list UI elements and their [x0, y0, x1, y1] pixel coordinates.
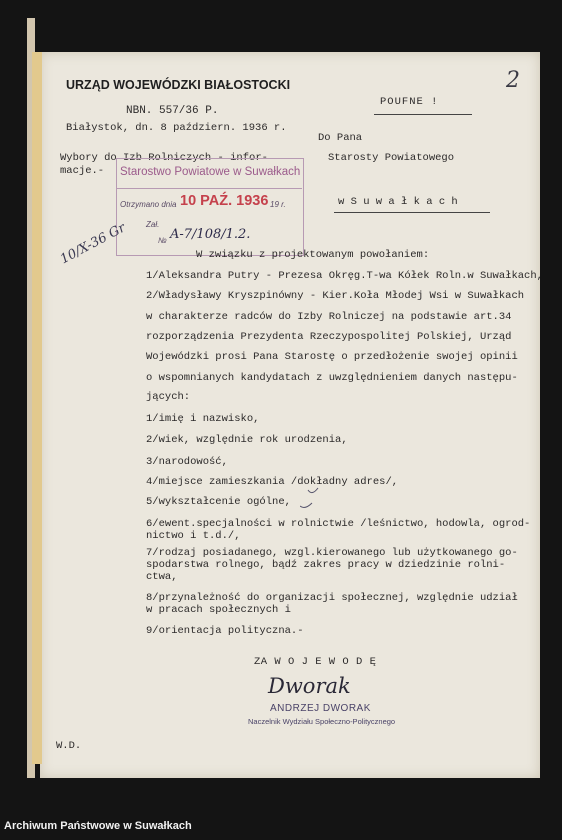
candidate-1: 1/Aleksandra Putry - Prezesa Okręg.T-wa Kółek Roln.w Suwałkach, [146, 270, 543, 282]
typist-initials: W.D. [56, 740, 82, 752]
stamp-ref-label: № [158, 236, 167, 245]
body-paragraph-line: jących: [146, 391, 191, 403]
stamp-year-suffix: 19 r. [270, 200, 286, 209]
signatory-title: Naczelnik Wydziału Społeczno-Politycznego [248, 717, 396, 726]
confidential-underline [374, 114, 472, 115]
list-item: 4/miejsce zamieszkania /dokładny adres/, [146, 476, 399, 488]
stamp-received-date: 10 PAŹ. 1936 [180, 193, 269, 209]
body-paragraph-line: rozporządzenia Prezydenta Rzeczypospolitej Polskiej, Urząd [146, 331, 512, 343]
list-item: 6/ewent.specjalności w rolnictwie /leśnictwo, hodowla, ogrod- [146, 518, 531, 530]
body-intro: W związku z projektowanym powołaniem: [196, 249, 430, 261]
list-item: 2/wiek, względnie rok urodzenia, [146, 434, 348, 446]
page-number-mark: 2 [506, 68, 520, 93]
signature-za: ZA W O J E W O D Ę [254, 656, 377, 668]
list-item: 1/imię i nazwisko, [146, 413, 260, 425]
recipient-line-3: w S u w a ł k a c h [338, 196, 458, 208]
pencil-tick-marks [300, 470, 420, 510]
handwritten-signature: Dworak [268, 674, 351, 698]
stamp-zal-label: Zał. [146, 220, 160, 229]
office-header: URZĄD WOJEWÓDZKI BIAŁOSTOCKI [66, 78, 291, 92]
paper-edge-strip [32, 52, 42, 764]
stamp-received-label: Otrzymano dnia [120, 200, 177, 209]
body-paragraph-line: w charakterze radców do Izby Rolniczej na podstawie art.34 [146, 311, 512, 323]
margin-note: 10/X-36 Gr [58, 220, 129, 268]
list-item: 9/orientacja polityczna.- [146, 625, 304, 637]
list-item: 3/narodowość, [146, 456, 228, 468]
body-paragraph-line: Wojewódzki prosi Pana Starostę o przedłożenie swojej opinii [146, 351, 518, 363]
list-item: 8/przynależność do organizacji społecznej, względnie udział [146, 592, 518, 604]
confidential-mark: POUFNE ! [380, 96, 439, 108]
recipient-line-1: Do Pana [318, 132, 363, 144]
list-item-continuation: w pracach społecznych i [146, 604, 291, 616]
signatory-name: ANDRZEJ DWORAK [270, 703, 371, 714]
list-item-continuation: nictwo i t.d./, [146, 530, 241, 542]
list-item: 5/wykształcenie ogólne, [146, 496, 291, 508]
place-date: Białystok, dn. 8 październ. 1936 r. [66, 122, 287, 134]
archive-footer-label: Archiwum Państwowe w Suwałkach [4, 820, 192, 832]
body-paragraph-line: o wspomnianych kandydatach z uwzględnieniem danych następu- [146, 372, 518, 384]
candidate-2: 2/Władysławy Kryszpinówny - Kier.Koła Młodej Wsi w Suwałkach [146, 290, 525, 302]
recipient-underline [334, 212, 490, 213]
subject-line-2: macje.- [60, 165, 105, 177]
list-item: 7/rodzaj posiadanego, wzgl.kierowanego lub użytkowanego go- [146, 547, 518, 559]
subject-line-1: Wybory do Izb Rolniczych - infor- [60, 152, 268, 164]
stamp-ref-value: A-7/108/1.2. [170, 227, 251, 242]
stamp-divider [116, 188, 302, 189]
list-item-continuation: ctwa, [146, 571, 178, 583]
recipient-line-2: Starosty Powiatowego [328, 152, 455, 164]
list-item-continuation: spodarstwa rolnego, bądź zakres pracy w dziedzinie rolni- [146, 559, 506, 571]
document-number: NBN. 557/36 P. [126, 105, 219, 117]
stamp-title: Starostwo Powiatowe w Suwałkach [120, 166, 301, 178]
